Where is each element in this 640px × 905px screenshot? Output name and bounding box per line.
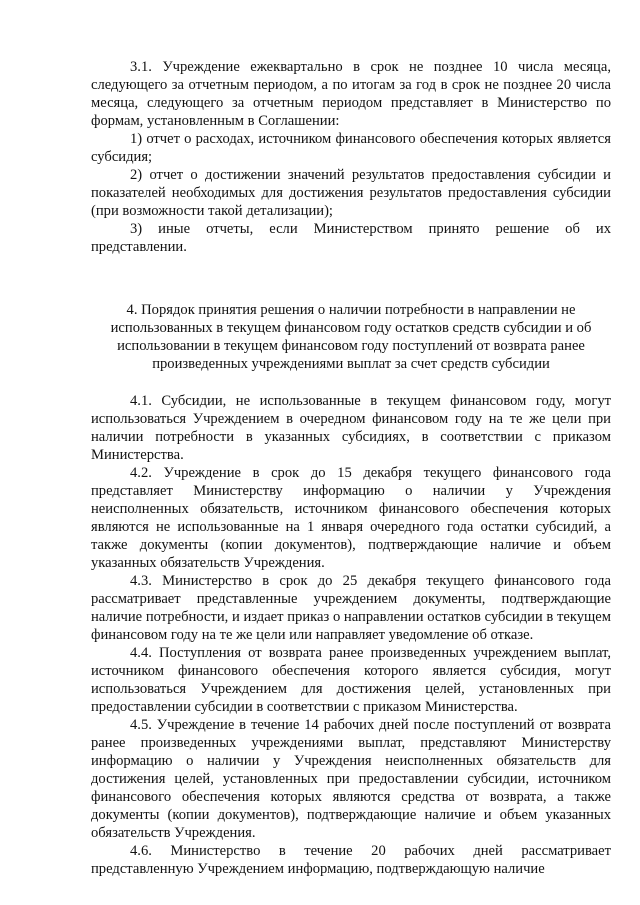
paragraph-4-2: 4.2. Учреждение в срок до 15 декабря текущего финансового года представляет Министерству информацию о наличии у Учреждения неисполненных обязательств, источником финансового обеспечения которых являются не использованные на 1 января очередного года остатки субсидий, а также документы (копии документов), подтверждающие наличие и объем указанных обязательств Учреждения. <box>91 465 611 571</box>
list-item-3: 3) иные отчеты, если Министерством принято решение об их представлении. <box>91 221 611 255</box>
paragraph-4-6: 4.6. Министерство в течение 20 рабочих дней рассматривает представленную Учреждением информацию, подтверждающую наличие <box>91 843 611 877</box>
list-item-2: 2) отчет о достижении значений результатов предоставления субсидии и показателей необходимых для достижения результатов предоставления субсидии (при возможности такой детализации); <box>91 167 611 219</box>
document-page <box>91 58 611 878</box>
paragraph-4-4: 4.4. Поступления от возврата ранее произведенных учреждением выплат, источником финансового обеспечения которого является субсидия, могут использоваться Учреждением для достижения целей, установленных при предоставлении субсидии в соответствии с приказом Министерства. <box>91 645 611 715</box>
paragraph-4-1: 4.1. Субсидии, не использованные в текущем финансовом году, могут использоваться Учреждением в очередном финансовом году на те же цели при наличии потребности в указанных субсидиях, в соответствии с приказом Министерства. <box>91 393 611 463</box>
paragraph-3-1: 3.1. Учреждение ежеквартально в срок не позднее 10 числа месяца, следующего за отчетным периодом, а по итогам за год в срок не позднее 20 числа месяца, следующего за отчетным периодом представляет в Министерство по формам, установленным в Соглашении: <box>91 59 611 129</box>
list-item-1: 1) отчет о расходах, источником финансового обеспечения которых является субсидия; <box>91 131 611 165</box>
paragraph-4-3: 4.3. Министерство в срок до 25 декабря текущего финансового года рассматривает представленные учреждением документы, подтверждающие наличие потребности, и издает приказ о направлении остатков субсидии в текущем финансовом году на те же цели или направляет уведомление об отказе. <box>91 573 611 643</box>
section-4-heading: 4. Порядок принятия решения о наличии потребности в направлении не использованных в текущем финансовом году остатков средств субсидии и об использовании в текущем финансовом году поступлений от возврата ранее произведенных учреждениями выплат за счет средств субсидии <box>110 302 592 372</box>
paragraph-4-5: 4.5. Учреждение в течение 14 рабочих дней после поступлений от возврата ранее произведенных учреждениями выплат, представляют Министерству информацию о наличии у Учреждения неисполненных обязательств для достижения целей, установленных при предоставлении субсидии, источником финансового обеспечения которых являются средства от возврата, а также документы (копии документов), подтверждающие наличие и объем указанных обязательств Учреждения. <box>91 717 611 841</box>
